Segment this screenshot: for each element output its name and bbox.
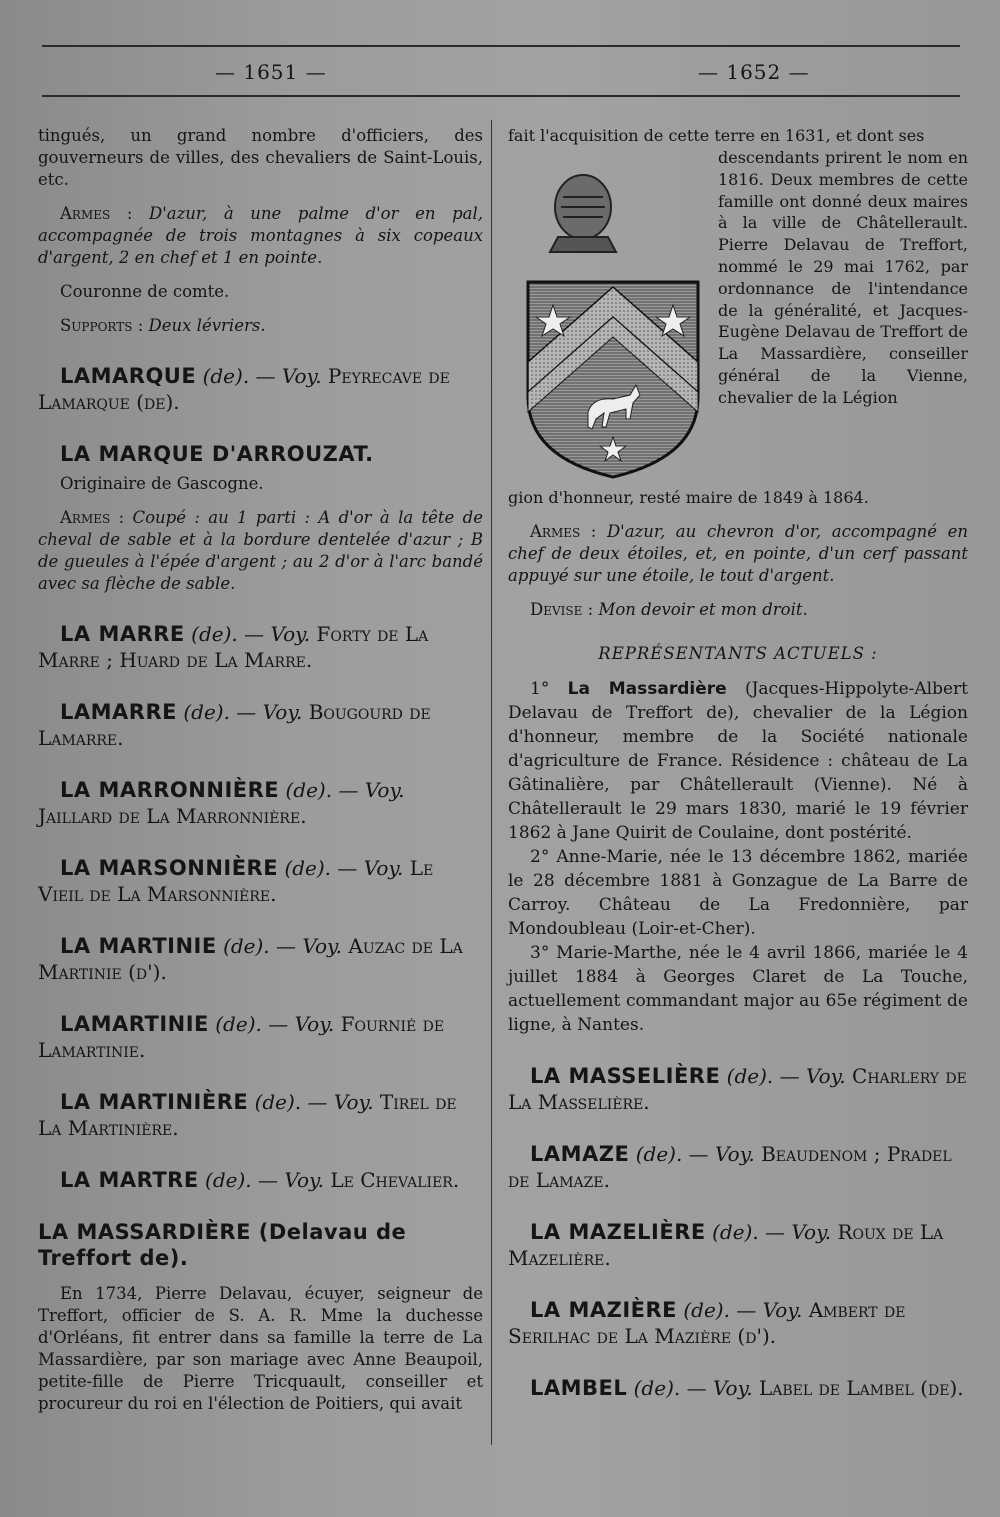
entry-la-marsonniere: LA MARSONNIÈRE (de). — Voy. Le Vieil de La Marsonnière. (38, 856, 434, 906)
entry-name: LAMARQUE (60, 364, 197, 388)
left-page-number: — 1651 — (215, 60, 327, 84)
entry-reference: Le Vieil de La Marsonnière. (38, 856, 434, 906)
representative-3: 3° Marie-Marthe, née le 4 avril 1866, mariée le 4 juillet 1884 à Georges Claret de La Touche, actuellement commandant major au 65e régiment de ligne, à Nantes. (508, 943, 968, 1035)
left-column (38, 125, 483, 1415)
entry-la-massardiere (38, 1219, 483, 1271)
entry-la-mazeliere: LA MAZELIÈRE (de). — Voy. Roux de La Mazelière. (508, 1220, 944, 1270)
representative-1: 1° La Massardière (Jacques-Hippolyte-Albert Delavau de Treffort de), chevalier de la Légion d'honneur, membre de la Société nationale d'agriculture de France. Résidence : château de La Gâtinalière, par Châtellerault (Vienne). Né à Châtellerault le 29 mars 1830, marié le 19 février 1862 à Jane Quirit de Coulaine, dont postérité. (508, 679, 968, 843)
origine-line: Originaire de Gascogne. (60, 474, 264, 493)
entry-reference: Label de Lambel (de). (758, 1376, 964, 1400)
entry-lamartinie: LAMARTINIE (de). — Voy. Fournié de Lamartinie. (38, 1012, 445, 1062)
coat-of-arms-image (518, 157, 713, 482)
entry-reference: Peyrecave de Lamarque (de). (38, 364, 450, 414)
supports-text: Deux lévriers. (148, 316, 266, 335)
armes-text: Coupé : au 1 parti : A d'or à la tête de cheval de sable et à la bordure dentelée d'azur ; B de gueules à l'épée d'argent ; au 2 d'or à l'arc bandé avec sa flèche de sable. (38, 508, 483, 593)
entry-name: LA MASSARDIÈRE (Delavau de Treffort de). (38, 1220, 407, 1270)
entry-name: LAMARTINIE (60, 1012, 209, 1036)
devise-text: Mon devoir et mon droit. (598, 600, 808, 619)
armes-text: D'azur, à une palme d'or en pal, accompagnée de trois montagnes à six copeaux d'argent, 2 en chef et 1 en pointe. (38, 204, 483, 267)
entry-name: LAMBEL (530, 1376, 628, 1400)
right-page-number: — 1652 — (698, 60, 810, 84)
entry-name: LAMAZE (530, 1142, 630, 1166)
right-column (508, 125, 968, 1401)
devise-paragraph: Devise : Mon devoir et mon droit. (530, 600, 808, 619)
entry-reference: Forty de La Marre ; Huard de La Marre. (38, 622, 429, 672)
section-heading: REPRÉSENTANTS ACTUELS : (598, 644, 878, 663)
armes-text: D'azur, au chevron d'or, accompagné en chef de deux étoiles, et, en pointe, d'un cerf passant appuyé sur une étoile, le tout d'argent. (508, 522, 968, 585)
entry-name: LA MAZIÈRE (530, 1298, 677, 1322)
representative-2: 2° Anne-Marie, née le 13 décembre 1862, mariée le 28 décembre 1881 à Gonzague de La Barre de Carroy. Château de La Fredonnière, par Mondoubleau (Loir-et-Cher). (508, 847, 968, 939)
entry-la-martinie: LA MARTINIE (de). — Voy. Auzac de La Martinie (d'). (38, 934, 463, 984)
entry-name: LA MAZELIÈRE (530, 1220, 706, 1244)
entry-name: LA MARSONNIÈRE (60, 856, 279, 880)
entry-reference: Tirel de La Martinière. (38, 1090, 457, 1140)
top-rule (42, 45, 960, 47)
entry-reference: Charlery de La Masselière. (508, 1064, 967, 1114)
paragraph-continuation: tingués, un grand nombre d'officiers, des gouverneurs de villes, des chevaliers de Saint-Louis, etc. (38, 126, 483, 189)
representative-name: La Massardière (567, 679, 727, 699)
entry-lamaze: LAMAZE (de). — Voy. Beaudenom ; Pradel de Lamaze. (508, 1142, 952, 1192)
entry-reference: Le Chevalier. (330, 1168, 460, 1192)
entry-reference: Bougourd de Lamarre. (38, 700, 431, 750)
entry-reference: Auzac de La Martinie (d'). (38, 934, 463, 984)
entry-la-martiniere: LA MARTINIÈRE (de). — Voy. Tirel de La Martinière. (38, 1090, 457, 1140)
entry-la-maziere: LA MAZIÈRE (de). — Voy. Ambert de Serilhac de La Mazière (d'). (508, 1298, 906, 1348)
entry-name: LA MASSELIÈRE (530, 1064, 721, 1088)
entry-la-marre: LA MARRE (de). — Voy. Forty de La Marre ; Huard de La Marre. (38, 622, 429, 672)
entry-name: LAMARRE (60, 700, 177, 724)
supports-label: Supports (60, 316, 133, 335)
armes-paragraph: Armes : D'azur, au chevron d'or, accompagné en chef de deux étoiles, et, en pointe, d'un cerf passant appuyé sur une étoile, le tout d'argent. (508, 522, 968, 585)
armes-label: Armes (60, 204, 111, 223)
armes-label: Armes (60, 508, 111, 527)
entry-la-masseliere: LA MASSELIÈRE (de). — Voy. Charlery de La Masselière. (508, 1064, 967, 1114)
entry-la-marque-darrouzat (38, 441, 483, 467)
paragraph-after-blazon: gion d'honneur, resté maire de 1849 à 1864. (508, 488, 869, 507)
blazon-block (508, 147, 968, 487)
supports-paragraph: Supports : Deux lévriers. (60, 316, 266, 335)
entry-lambel: LAMBEL (de). — Voy. Label de Lambel (de). (530, 1376, 964, 1400)
armes-label: Armes (530, 522, 581, 541)
entry-la-martre: LA MARTRE (de). — Voy. Le Chevalier. (60, 1168, 460, 1192)
armes-paragraph: Armes : Coupé : au 1 parti : A d'or à la tête de cheval de sable et à la bordure dentelée d'azur ; B de gueules à l'épée d'argent ; au 2 d'or à l'arc bandé avec sa flèche de sable. (38, 508, 483, 593)
paragraph-continuation: fait l'acquisition de cette terre en 1631, et dont ses (508, 126, 925, 145)
couronne-line: Couronne de comte. (60, 282, 230, 301)
entry-reference: Fournié de Lamartinie. (38, 1012, 445, 1062)
entry-name: LA MARTINIÈRE (60, 1090, 249, 1114)
entry-reference: Roux de La Mazelière. (508, 1220, 944, 1270)
helmet-icon (550, 175, 616, 252)
entry-name: LA MARRONNIÈRE (60, 778, 280, 802)
history-paragraph: En 1734, Pierre Delavau, écuyer, seigneur de Treffort, officier de S. A. R. Mme la duchesse d'Orléans, fit entrer dans sa famille la terre de La Massardière, par son mariage avec Anne Beaupoil, petite-fille de Pierre Tricquault, conseiller et procureur du roi en l'élection de Poitiers, qui avait (38, 1284, 483, 1413)
entry-reference: Jaillard de La Marronnière. (38, 804, 307, 828)
entry-name: LA MARQUE D'ARROUZAT. (60, 442, 374, 466)
column-divider (491, 120, 492, 1445)
entry-name: LA MARTRE (60, 1168, 199, 1192)
entry-name: LA MARTINIE (60, 934, 217, 958)
entry-lamarque: LAMARQUE (de). — Voy. Peyrecave de Lamarque (de). (38, 364, 450, 414)
entry-la-marronniere: LA MARRONNIÈRE (de). — Voy. Jaillard de La Marronnière. (38, 778, 405, 828)
devise-label: Devise (530, 600, 583, 619)
entry-reference: Beaudenom ; Pradel de Lamaze. (508, 1142, 952, 1192)
header-rule (42, 95, 960, 97)
paragraph-beside-blazon: descendants prirent le nom en 1816. Deux membres de cette famille ont donné deux maires à la ville de Châtellerault. Pierre Delavau de Treffort, nommé le 29 mai 1762, par ordonnance de l'intendance de la généralité, et Jacques-Eugène Delavau de Treffort de La Massardière, conseiller général de la Vienne, chevalier de la Légion (718, 148, 968, 407)
entry-reference: Ambert de Serilhac de La Mazière (d'). (508, 1298, 906, 1348)
entry-name: LA MARRE (60, 622, 185, 646)
entry-lamarre: LAMARRE (de). — Voy. Bougourd de Lamarre. (38, 700, 431, 750)
armes-paragraph: Armes : D'azur, à une palme d'or en pal, accompagnée de trois montagnes à six copeaux d'argent, 2 en chef et 1 en pointe. (38, 204, 483, 267)
